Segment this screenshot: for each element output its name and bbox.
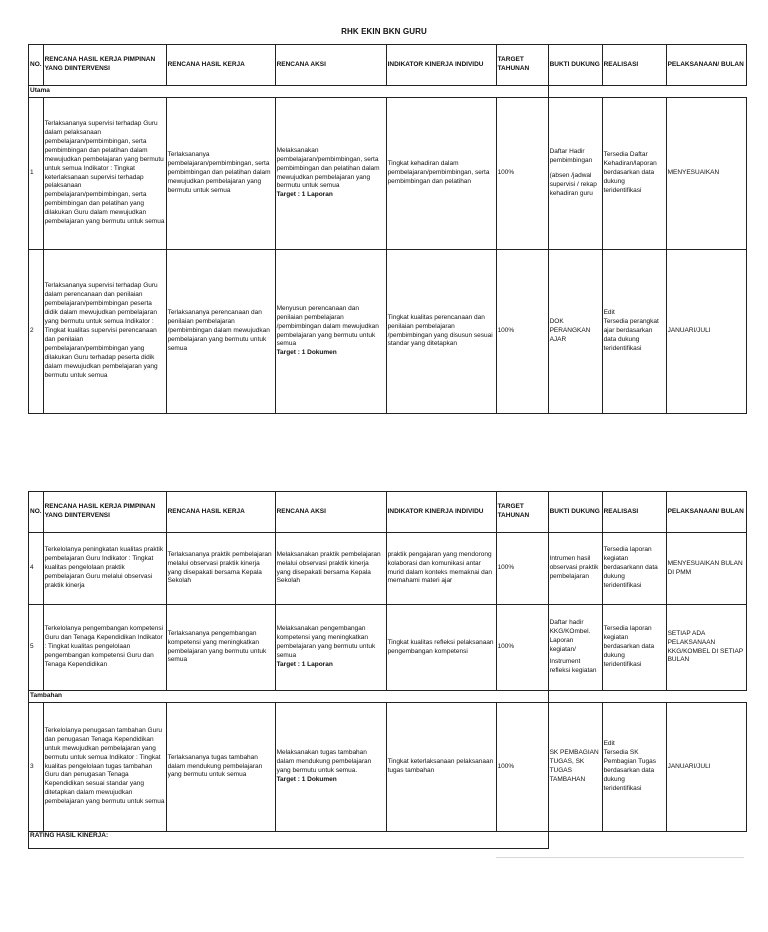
rencana-aksi-target: Target : 1 Dokumen bbox=[276, 349, 337, 357]
rencana-aksi-text: Melaksanakan tugas tambahan dalam mendukung pembelajaran yang bermutu untuk semua. bbox=[276, 749, 372, 774]
row-rencana-aksi bbox=[275, 98, 386, 250]
document-title: RHK EKIN BKN GURU bbox=[341, 27, 427, 36]
row-rencana-aksi bbox=[275, 605, 386, 691]
section-label-utama: Utama bbox=[29, 86, 549, 98]
col-header-bukti: BUKTI DUKUNG bbox=[548, 45, 602, 86]
divider-line bbox=[496, 857, 744, 858]
row-rhk-pimpinan: Terkelolanya peningkatan kualitas praktik pembelajaran Guru Indikator : Tingkat kualitas pengelolaan praktik pembelajaran Guru melalui observasi praktik kinerja bbox=[43, 533, 166, 605]
col-header-target: TARGET TAHUNAN bbox=[496, 492, 548, 533]
rhk-table-1 bbox=[28, 44, 747, 414]
col-header-rhk: RENCANA HASIL KERJA bbox=[166, 45, 275, 86]
section-row-rating bbox=[29, 832, 747, 849]
row-indikator: Tingkat kualitas refleksi pelaksanaan pengembangan kompetensi bbox=[386, 605, 496, 691]
row-no: 3 bbox=[29, 703, 44, 832]
table-row bbox=[29, 533, 747, 605]
realisasi-text: Tersedia SK Pembagian Tugas berdasarkan data dukung teridentifikasi bbox=[603, 749, 656, 792]
col-header-no: NO. bbox=[29, 45, 44, 86]
table-row bbox=[29, 703, 747, 832]
row-bukti: Intrumen hasil observasi praktik pembelajaran bbox=[548, 533, 602, 605]
row-target: 100% bbox=[496, 98, 548, 250]
row-target: 100% bbox=[496, 605, 548, 691]
row-rhk: Terlaksananya tugas tambahan dalam mendukung pembelajaran yang bermutu untuk semua bbox=[166, 703, 275, 832]
row-rencana-aksi bbox=[275, 703, 386, 832]
bukti-text: Daftar hadir KKG/KOmbel. Laporan kegiatan/ bbox=[549, 619, 591, 653]
row-realisasi bbox=[602, 703, 666, 832]
row-bukti bbox=[548, 605, 602, 691]
row-realisasi: Tersedia Daftar Kehadiran/laporan berdasarkan data dukung teridentifikasi bbox=[602, 98, 666, 250]
col-header-rhk: RENCANA HASIL KERJA bbox=[166, 492, 275, 533]
row-rencana-aksi: Melaksanakan praktik pembelajaran melalui observasi praktik kinerja yang disepakati bersama Kepala Sekolah bbox=[275, 533, 386, 605]
row-pelaksanaan: SETIAP ADA PELAKSANAAN KKG/KOMBEL DI SETIAP BULAN bbox=[666, 605, 746, 691]
row-realisasi: Tersedia laporan kegiatan berdasarkann data dukung teridentifikasi bbox=[602, 533, 666, 605]
row-bukti bbox=[548, 98, 602, 250]
rencana-aksi-text: Menyusun perencanaan dan penilaian pembelajaran /pembimbingan dalam mewujudkan pembelajaran yang bermutu untuk semua bbox=[276, 304, 379, 348]
table-row bbox=[29, 98, 747, 250]
row-target: 100% bbox=[496, 250, 548, 414]
row-no: 5 bbox=[29, 605, 44, 691]
col-header-rhk-pimpinan: RENCANA HASIL KERJA PIMPINAN YANG DIINTERVENSI bbox=[43, 492, 166, 533]
row-rencana-aksi bbox=[275, 250, 386, 414]
row-no: 1 bbox=[29, 98, 44, 250]
col-header-target: TARGET TAHUNAN bbox=[496, 45, 548, 86]
realisasi-text: Tersedia perangkat ajar berdasarkan data dukung teridentifikasi bbox=[603, 318, 659, 352]
row-realisasi: Tersedia laporan kegiatan berdasarkan data dukung teridentifikasi bbox=[602, 605, 666, 691]
row-pelaksanaan: JANUARI/JULI bbox=[666, 250, 746, 414]
row-target: 100% bbox=[496, 533, 548, 605]
row-rhk-pimpinan: Terkelolanya pengembangan kompetensi Guru dan Tenaga Kependidikan Indikator : Tingkat kualitas pengelolaan pengembangan kompetensi Guru dan Tenaga Kependidikan bbox=[43, 605, 166, 691]
table-row bbox=[29, 605, 747, 691]
row-rhk-pimpinan: Terlaksananya supervisi terhadap Guru dalam perencanaan dan penilaian pembelajaran/pembimbingan peserta didik dalam mewujudkan pembelajaran yang bermutu untuk semua Indikator : Tingkat kualitas supervisi perencanaan dan penilaian pembelajaran/pembimbingan yang dilakukan Guru terhadap peserta didik dalam mewujudkan pembelajaran yang bermutu untuk semua bbox=[43, 250, 166, 414]
row-no: 2 bbox=[29, 250, 44, 414]
row-rhk: Terlaksananya perencanaan dan penilaian pembelajaran /pembimbingan dalam mewujudkan pembelajaran yang bermutu untuk semua bbox=[166, 250, 275, 414]
rencana-aksi-target: Target : 1 Laporan bbox=[276, 191, 333, 199]
col-header-realisasi: REALISASI bbox=[602, 492, 666, 533]
col-header-rhk-pimpinan: RENCANA HASIL KERJA PIMPINAN YANG DIINTERVENSI bbox=[43, 45, 166, 86]
table-row bbox=[29, 250, 747, 414]
col-header-rencana-aksi: RENCANA AKSI bbox=[275, 45, 386, 86]
table-header-row bbox=[29, 45, 747, 86]
col-header-pelaksanaan: PELAKSANAAN/ BULAN bbox=[666, 45, 746, 86]
row-rhk: Terlaksananya pembelajaran/pembimbingan, serta pembimbingan dan pelatihan dalam mewujudkan pembelajaran yang bermutu untuk semua bbox=[166, 98, 275, 250]
col-header-pelaksanaan: PELAKSANAAN/ BULAN bbox=[666, 492, 746, 533]
row-rhk-pimpinan: Terkelolanya penugasan tambahan Guru dan penugasan Tenaga Kependidikan untuk mewujudkan pembelajaran yang bermutu untuk semua Indikator : Tingkat kualitas pengelolaan tugas tambahan Guru dan penugasan Tenaga Kependidikan sesuai standar yang ditetapkan dalam mewujudkan pembelajaran yang bermutu untuk semua bbox=[43, 703, 166, 832]
col-header-indikator: INDIKATOR KINERJA INDIVIDU bbox=[386, 492, 496, 533]
section-row-utama bbox=[29, 86, 747, 98]
bukti-text: Instrument refleksi kegiatan bbox=[549, 657, 597, 674]
bukti-text: (absen /jadwal supervisi / rekap kehadiran guru bbox=[549, 172, 597, 197]
realisasi-edit-text: Edit bbox=[603, 309, 615, 317]
rhk-table-2 bbox=[28, 491, 747, 849]
rencana-aksi-target: Target : 1 Dokumen bbox=[276, 775, 337, 783]
rencana-aksi-text: Melaksanakan pembelajaran/pembimbingan, serta pembimbingan dan pelatihan dalam mewujudkan pembelajaran yang bermutu untuk semua bbox=[276, 146, 380, 190]
col-header-no: NO. bbox=[29, 492, 44, 533]
row-bukti: DOK PERANGKAN AJAR bbox=[548, 250, 602, 414]
row-indikator: praktik pengajaran yang mendorong kolaborasi dan komunikasi antar murid dalam konteks memaknai dan memahami materi ajar bbox=[386, 533, 496, 605]
col-header-rencana-aksi: RENCANA AKSI bbox=[275, 492, 386, 533]
row-realisasi bbox=[602, 250, 666, 414]
row-rhk: Terlaksananya pengembangan kompetensi yang meningkatkan pembelajaran yang bermutu untuk semua bbox=[166, 605, 275, 691]
row-no: 4 bbox=[29, 533, 44, 605]
section-row-tambahan bbox=[29, 691, 747, 703]
realisasi-edit-text: Edit bbox=[603, 740, 615, 748]
col-header-indikator: INDIKATOR KINERJA INDIVIDU bbox=[386, 45, 496, 86]
row-rhk-pimpinan: Terlaksananya supervisi terhadap Guru dalam pelaksanaan pembelajaran/pembimbingan, serta pembimbingan dan pelatihan dalam mewujudkan pembelajaran yang bermutu untuk semua Indikator : Tingkat keterlaksanaan supervisi terhadap pelaksanaan pembelajaran/pembimbingan, serta pembimbingan dan pelatihan yang dilakukan Guru dalam mewujudkan pembelajaran yang bermutu untuk semua bbox=[43, 98, 166, 250]
col-header-bukti: BUKTI DUKUNG bbox=[548, 492, 602, 533]
bukti-text: Daftar Hadir pembimbingan bbox=[549, 148, 593, 165]
section-label-tambahan: Tambahan bbox=[29, 691, 549, 703]
row-rhk: Terlaksananya praktik pembelajaran melalui observasi praktik kinerja yang disepakati bersama Kepala Sekolah bbox=[166, 533, 275, 605]
row-target: 100% bbox=[496, 703, 548, 832]
col-header-realisasi: REALISASI bbox=[602, 45, 666, 86]
row-pelaksanaan: JANUARI/JULI bbox=[666, 703, 746, 832]
table-header-row bbox=[29, 492, 747, 533]
rating-label: RATING HASIL KINERJA: bbox=[29, 832, 549, 849]
rencana-aksi-target: Target : 1 Laporan bbox=[276, 660, 333, 668]
row-bukti: SK PEMBAGIAN TUGAS, SK TUGAS TAMBAHAN bbox=[548, 703, 602, 832]
row-indikator: Tingkat kehadiran dalam pembelajaran/pembimbingan, serta pembimbingan dan pelatihan bbox=[386, 98, 496, 250]
row-indikator: Tingkat kualitas perencanaan dan penilaian pembelajaran /pembimbingan yang disusun sesuai standar yang ditetapkan bbox=[386, 250, 496, 414]
row-pelaksanaan: MENYESUAIKAN bbox=[666, 98, 746, 250]
row-indikator: Tingkat keterlaksanaan pelaksanaan tugas tambahan bbox=[386, 703, 496, 832]
row-pelaksanaan: MENYESUAIKAN BULAN DI PMM bbox=[666, 533, 746, 605]
rencana-aksi-text: Melaksanakan pengembangan kompetensi yang meningkatkan pembelajaran yang bermutu untuk semua bbox=[276, 625, 376, 659]
